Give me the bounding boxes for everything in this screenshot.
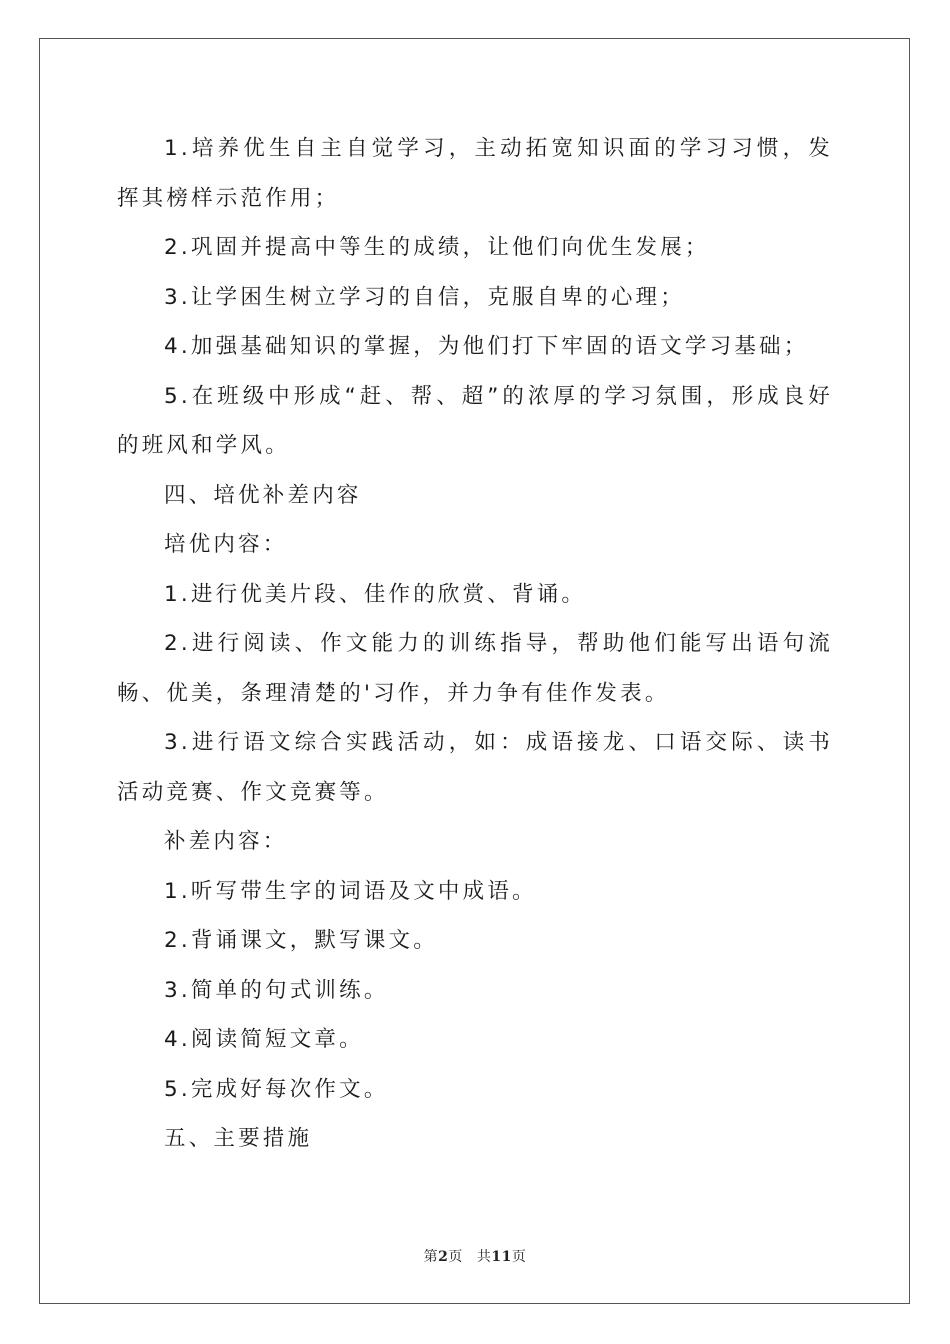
total-pages: 11	[491, 1249, 512, 1265]
total-prefix: 共	[476, 1249, 492, 1265]
paragraph: 2.进行阅读、作文能力的训练指导，帮助他们能写出语句流畅、优美，条理清楚的'习作，并力争有佳作发表。	[117, 631, 833, 706]
paragraph: 3.简单的句式训练。	[164, 977, 389, 1003]
page-prefix: 第	[423, 1249, 439, 1265]
paragraph: 1.进行优美片段、佳作的欣赏、背诵。	[164, 581, 587, 607]
paragraph: 5.在班级中形成“赶、帮、超”的浓厚的学习氛围，形成良好的班风和学风。	[117, 383, 833, 458]
section-heading: 四、培优补差内容	[164, 482, 362, 508]
document-body	[117, 124, 833, 1164]
paragraph: 3.让学困生树立学习的自信，克服自卑的心理；	[164, 284, 685, 310]
page-suffix: 页	[448, 1249, 463, 1265]
section-heading: 五、主要措施	[164, 1126, 313, 1151]
paragraph: 5.完成好每次作文。	[164, 1076, 389, 1102]
paragraph: 3.进行语文综合实践活动，如：成语接龙、口语交际、读书活动竞赛、作文竞赛等。	[117, 730, 833, 805]
paragraph: 4.加强基础知识的掌握，为他们打下牢固的语文学习基础；	[164, 334, 809, 359]
paragraph: 1.听写带生字的词语及文中成语。	[164, 878, 537, 904]
paragraph: 1.培养优生自主自觉学习，主动拓宽知识面的学习习惯，发挥其榜样示范作用；	[117, 136, 833, 211]
paragraph: 2.背诵课文，默写课文。	[164, 928, 438, 953]
subsection-heading: 培优内容：	[164, 532, 288, 557]
page-footer	[0, 1246, 950, 1266]
total-suffix: 页	[511, 1249, 527, 1265]
subsection-heading: 补差内容：	[164, 829, 288, 854]
page-number: 2	[438, 1249, 449, 1265]
paragraph: 2.巩固并提高中等生的成绩，让他们向优生发展；	[164, 235, 710, 260]
paragraph: 4.阅读简短文章。	[164, 1027, 364, 1052]
